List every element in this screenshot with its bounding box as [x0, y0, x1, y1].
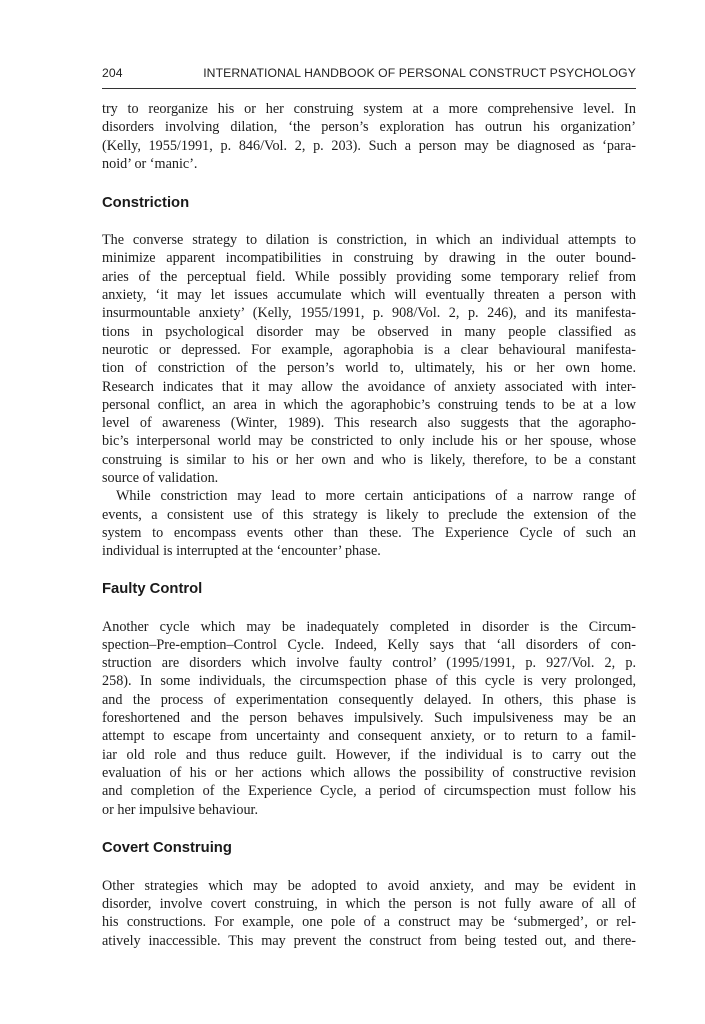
text-line: iar old role and thus reduce guilt. However, if the individual is to carry out the: [102, 746, 636, 763]
text-line: struction are disorders which involve faulty control’ (1995/1991, p. 927/Vol. 2, p.: [102, 655, 636, 672]
text-line: personal conflict, an area in which the agoraphobic’s construing tends to be at a low: [102, 396, 636, 413]
text-line: minimize apparent incompatibilities in construing by drawing in the outer bound-: [102, 250, 636, 267]
text-line: his constructions. For example, one pole of a construct may be ‘submerged’, or rel-: [102, 914, 636, 931]
text-line: source of validation.: [102, 470, 219, 487]
text-line: insurmountable anxiety’ (Kelly, 1955/1991, p. 908/Vol. 2, p. 246), and its manifesta-: [102, 305, 636, 322]
page-number: 204: [102, 66, 123, 80]
text-line: and the process of experimentation consequently delayed. In others, this phase is: [102, 691, 636, 708]
text-line: events, a consistent use of this strategy is likely to preclude the extension of the: [102, 506, 636, 523]
text-line: system to encompass events other than these. The Experience Cycle of such an: [102, 524, 636, 541]
text-line: disorder, involve covert construing, in which the person is not fully aware of all of: [102, 896, 636, 913]
paragraph-covert-construing: [102, 877, 636, 950]
text-line: or her impulsive behaviour.: [102, 801, 259, 818]
text-line: While constriction may lead to more certain anticipations of a narrow range of: [116, 488, 636, 505]
text-line: anxiety, ‘it may let issues accumulate which will eventually threaten a person with: [102, 287, 636, 304]
paragraph-constriction-1: [102, 231, 636, 487]
text-line: neurotic or depressed. For example, agoraphobia is a clear behavioural manifesta-: [102, 341, 636, 358]
text-line: individual is interrupted at the ‘encounter’ phase.: [102, 543, 381, 560]
text-line: (Kelly, 1955/1991, p. 846/Vol. 2, p. 203). Such a person may be diagnosed as ‘para-: [102, 137, 636, 154]
text-line: level of awareness (Winter, 1989). This research also suggests that the agorapho-: [102, 415, 636, 432]
text-line: 258). In some individuals, the circumspection phase of this cycle is very prolonged,: [102, 673, 636, 690]
section-heading-covert-construing: Covert Construing: [102, 839, 232, 856]
text-line: tion of constriction of the person’s world to, ultimately, his or her own home.: [102, 360, 636, 377]
section-heading-faulty-control: Faulty Control: [102, 580, 203, 597]
text-line: noid’ or ‘manic’.: [102, 155, 198, 172]
text-line: Another cycle which may be inadequately completed in disorder is the Circum-: [102, 618, 636, 635]
text-line: Research indicates that it may allow the avoidance of anxiety associated with inter-: [102, 378, 636, 395]
text-line: foreshortened and the person behaves impulsively. Such impulsiveness may be an: [102, 710, 636, 727]
text-line: evaluation of his or her actions which allows the possibility of constructive revision: [102, 764, 636, 781]
paragraph-faulty-control: [102, 618, 636, 819]
text-line: bic’s interpersonal world may be constricted to only include his or her spouse, whose: [102, 433, 636, 450]
header-rule: [102, 88, 636, 89]
text-line: attempt to escape from uncertainty and consequent anxiety, or to return to a famil-: [102, 728, 636, 745]
text-line: disorders involving dilation, ‘the person’s exploration has outrun his organization’: [102, 119, 636, 136]
text-line: aries of the perceptual field. While possibly providing some temporary relief from: [102, 268, 636, 285]
intro-paragraph: [102, 100, 636, 173]
text-line: spection–Pre-emption–Control Cycle. Indeed, Kelly says that ‘all disorders of con-: [102, 636, 636, 653]
text-line: atively inaccessible. This may prevent the construct from being tested out, and there-: [102, 932, 636, 949]
text-line: Other strategies which may be adopted to avoid anxiety, and may be evident in: [102, 877, 636, 894]
text-line: The converse strategy to dilation is constriction, in which an individual attempts to: [102, 232, 636, 249]
text-line: and completion of the Experience Cycle, a period of circumspection must follow his: [102, 783, 636, 800]
text-line: try to reorganize his or her construing system at a more comprehensive level. In: [102, 101, 636, 117]
body-text: [102, 100, 636, 950]
section-heading-constriction: Constriction: [102, 195, 190, 212]
paragraph-constriction-2: [102, 487, 636, 560]
text-line: construing is similar to his or her own and who is likely, therefore, to be a constant: [102, 451, 636, 468]
running-title: INTERNATIONAL HANDBOOK OF PERSONAL CONSTRUCT PSYCHOLOGY: [203, 66, 636, 80]
text-line: tions in psychological disorder may be observed in many people classified as: [102, 323, 636, 340]
